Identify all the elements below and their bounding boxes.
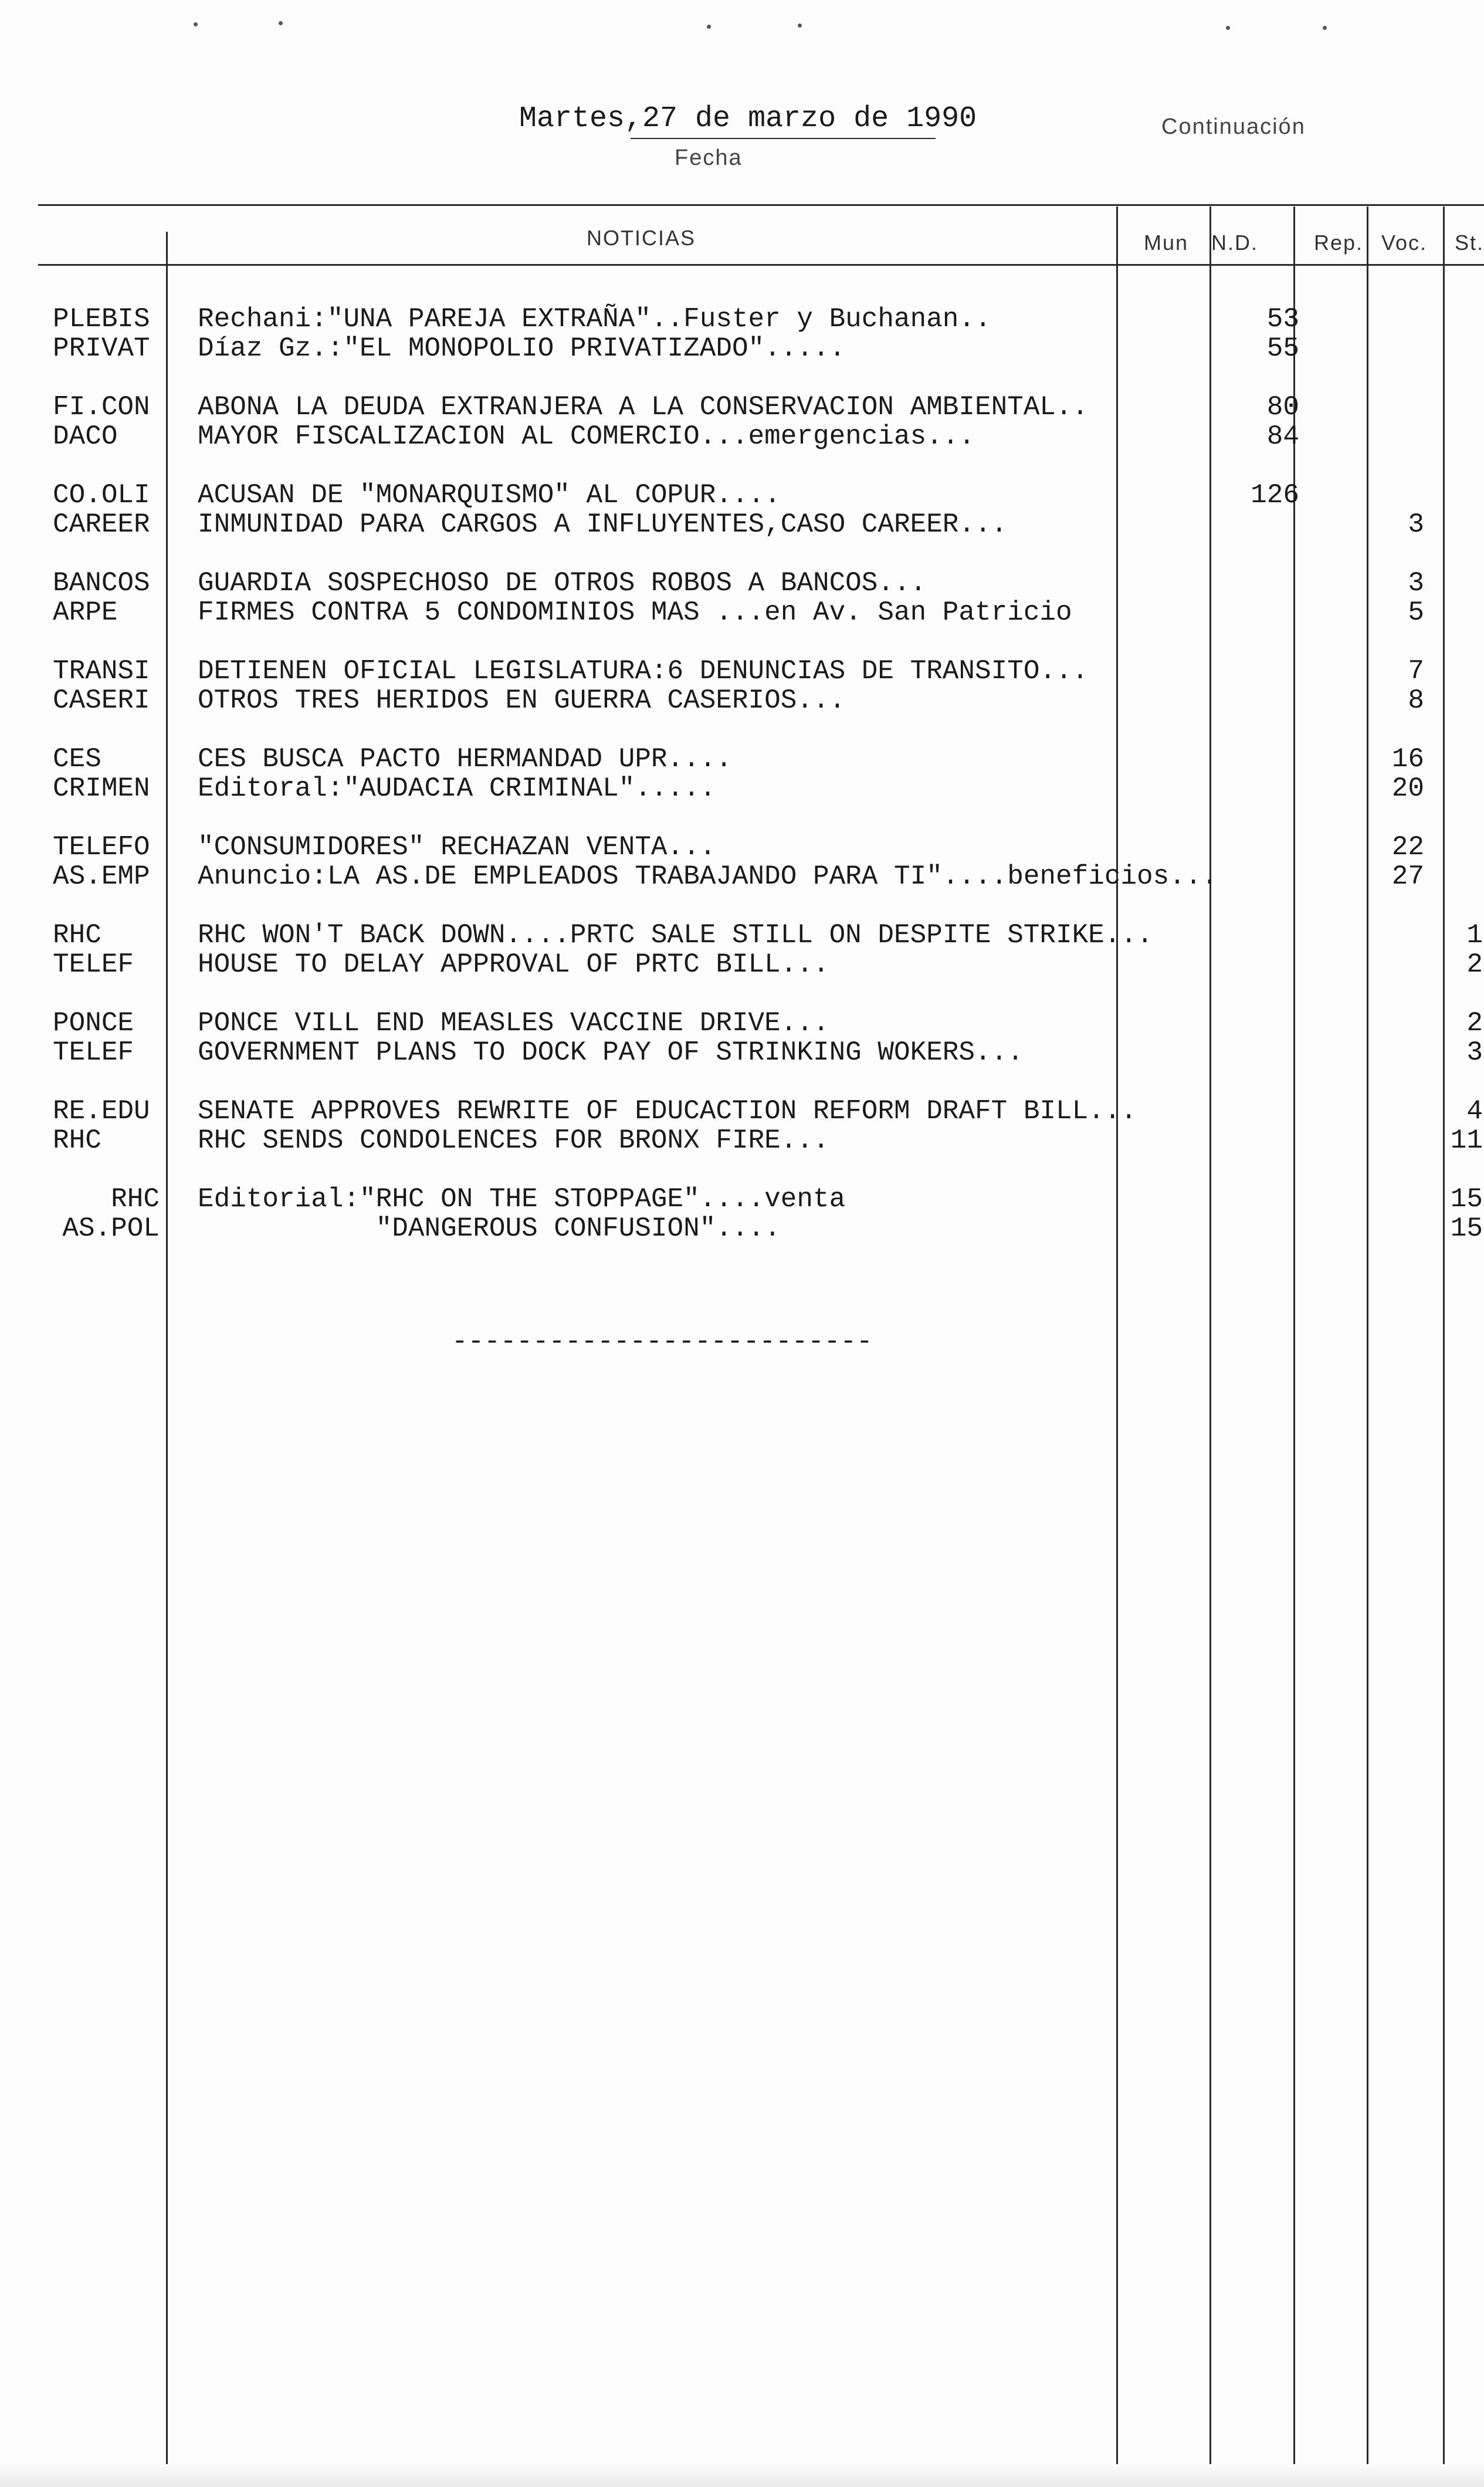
row-voc-value: 22 (1391, 832, 1424, 862)
column-header-nd: N.D. (1211, 231, 1258, 255)
row-code: RHC (53, 1125, 101, 1156)
row-code: BANCOS (53, 568, 150, 598)
row-headline: INMUNIDAD PARA CARGOS A INFLUYENTES,CASO CAREER... (198, 509, 1008, 540)
row-code: PRIVAT (53, 333, 150, 364)
row-code: ARPE (53, 597, 118, 628)
scan-speck (798, 23, 802, 28)
row-headline: HOUSE TO DELAY APPROVAL OF PRTC BILL... (198, 949, 829, 980)
row-headline: FIRMES CONTRA 5 CONDOMINIOS MAS ...en Av. San Patricio (198, 597, 1072, 628)
column-divider-rep (1293, 207, 1295, 2487)
scan-speck (707, 25, 711, 29)
row-headline: GOVERNMENT PLANS TO DOCK PAY OF STRINKING WOKERS... (198, 1037, 1024, 1068)
date-underline (631, 138, 936, 139)
row-headline: PONCE VILL END MEASLES VACCINE DRIVE... (198, 1008, 829, 1038)
row-voc-value: 5 (1408, 597, 1424, 628)
row-st-value: 2 (1466, 1008, 1483, 1038)
column-header-noticias: NOTICIAS (587, 226, 696, 250)
row-headline: MAYOR FISCALIZACION AL COMERCIO...emergencias... (198, 421, 975, 452)
row-st-value: 15 (1450, 1213, 1483, 1244)
scan-speck (1323, 26, 1327, 30)
column-divider-nd (1209, 207, 1211, 2487)
table-top-rule (38, 204, 1484, 206)
row-nd-value: 84 (1266, 421, 1299, 452)
row-code: DACO (53, 421, 118, 452)
row-voc-value: 8 (1408, 685, 1424, 716)
row-code: CAREER (53, 509, 150, 540)
row-headline: OTROS TRES HERIDOS EN GUERRA CASERIOS... (198, 685, 846, 716)
row-headline: ABONA LA DEUDA EXTRANJERA A LA CONSERVACION AMBIENTAL.. (198, 392, 1089, 422)
scan-speck (279, 21, 283, 25)
row-code: RHC (111, 1184, 160, 1214)
column-header-voc: Voc. (1381, 231, 1428, 255)
row-code: RE.EDU (53, 1096, 150, 1126)
row-nd-value: 126 (1251, 480, 1299, 510)
row-voc-value: 20 (1391, 773, 1424, 804)
row-headline: DETIENEN OFICIAL LEGISLATURA:6 DENUNCIAS DE TRANSITO... (198, 656, 1089, 686)
row-headline: Editoral:"AUDACIA CRIMINAL"..... (198, 773, 716, 804)
scan-speck (1226, 26, 1230, 30)
row-headline: Díaz Gz.:"EL MONOPOLIO PRIVATIZADO"..... (198, 333, 846, 364)
row-headline: Rechani:"UNA PAREJA EXTRAÑA"..Fuster y Buchanan.. (198, 304, 991, 334)
row-code: CO.OLI (53, 480, 150, 510)
row-nd-value: 55 (1266, 333, 1299, 364)
row-code: TRANSI (53, 656, 150, 686)
row-code: AS.POL (62, 1213, 160, 1244)
row-voc-value: 16 (1391, 744, 1424, 774)
row-headline: "DANGEROUS CONFUSION".... (198, 1213, 781, 1244)
row-headline: CES BUSCA PACTO HERMANDAD UPR.... (198, 744, 732, 774)
row-code: CES (53, 744, 101, 774)
row-headline: SENATE APPROVES REWRITE OF EDUCACTION REFORM DRAFT BILL... (198, 1096, 1137, 1126)
table-header-rule (38, 264, 1484, 266)
row-code: TELEFO (53, 832, 150, 862)
row-headline: GUARDIA SOSPECHOSO DE OTROS ROBOS A BANCOS... (198, 568, 927, 598)
column-divider-st (1443, 207, 1445, 2487)
scan-bottom-edge (0, 2464, 1484, 2487)
row-code: AS.EMP (53, 861, 150, 892)
row-voc-value: 27 (1391, 861, 1424, 892)
row-code: CRIMEN (53, 773, 150, 804)
date-label: Fecha (675, 146, 743, 170)
row-voc-value: 3 (1408, 568, 1424, 598)
row-st-value: 2 (1466, 949, 1483, 980)
continuation-label: Continuación (1161, 114, 1306, 139)
row-st-value: 15 (1450, 1184, 1483, 1214)
row-code: TELEF (53, 1037, 134, 1068)
row-headline: Anuncio:LA AS.DE EMPLEADOS TRABAJANDO PARA TI"....beneficios... (198, 861, 1218, 892)
row-voc-value: 7 (1408, 656, 1424, 686)
column-divider-code (166, 232, 168, 2487)
column-header-rep: Rep. (1314, 231, 1364, 255)
row-headline: RHC SENDS CONDOLENCES FOR BRONX FIRE... (198, 1125, 829, 1156)
column-header-st: St. (1455, 231, 1484, 255)
row-code: CASERI (53, 685, 150, 716)
row-headline: ACUSAN DE "MONARQUISMO" AL COPUR.... (198, 480, 781, 510)
scan-speck (194, 22, 198, 26)
row-code: PLEBIS (53, 304, 150, 334)
row-st-value: 4 (1466, 1096, 1483, 1126)
column-header-mun: Mun (1144, 231, 1189, 255)
row-code: PONCE (53, 1008, 134, 1038)
row-nd-value: 80 (1266, 392, 1299, 422)
row-st-value: 11 (1450, 1125, 1483, 1156)
row-headline: "CONSUMIDORES" RECHAZAN VENTA... (198, 832, 716, 862)
column-divider-mun (1116, 207, 1118, 2487)
row-headline: Editorial:"RHC ON THE STOPPAGE"....venta (198, 1184, 846, 1214)
row-code: RHC (53, 920, 101, 950)
row-headline: RHC WON'T BACK DOWN....PRTC SALE STILL ON DESPITE STRIKE... (198, 920, 1153, 950)
date-text: Martes,27 de marzo de 1990 (519, 102, 977, 136)
row-st-value: 1 (1466, 920, 1483, 950)
row-st-value: 3 (1466, 1037, 1483, 1068)
column-divider-voc (1367, 207, 1368, 2487)
end-separator: -------------------------- (452, 1327, 873, 1357)
row-voc-value: 3 (1408, 509, 1424, 540)
row-nd-value: 53 (1266, 304, 1299, 334)
row-code: TELEF (53, 949, 134, 980)
row-code: FI.CON (53, 392, 150, 422)
